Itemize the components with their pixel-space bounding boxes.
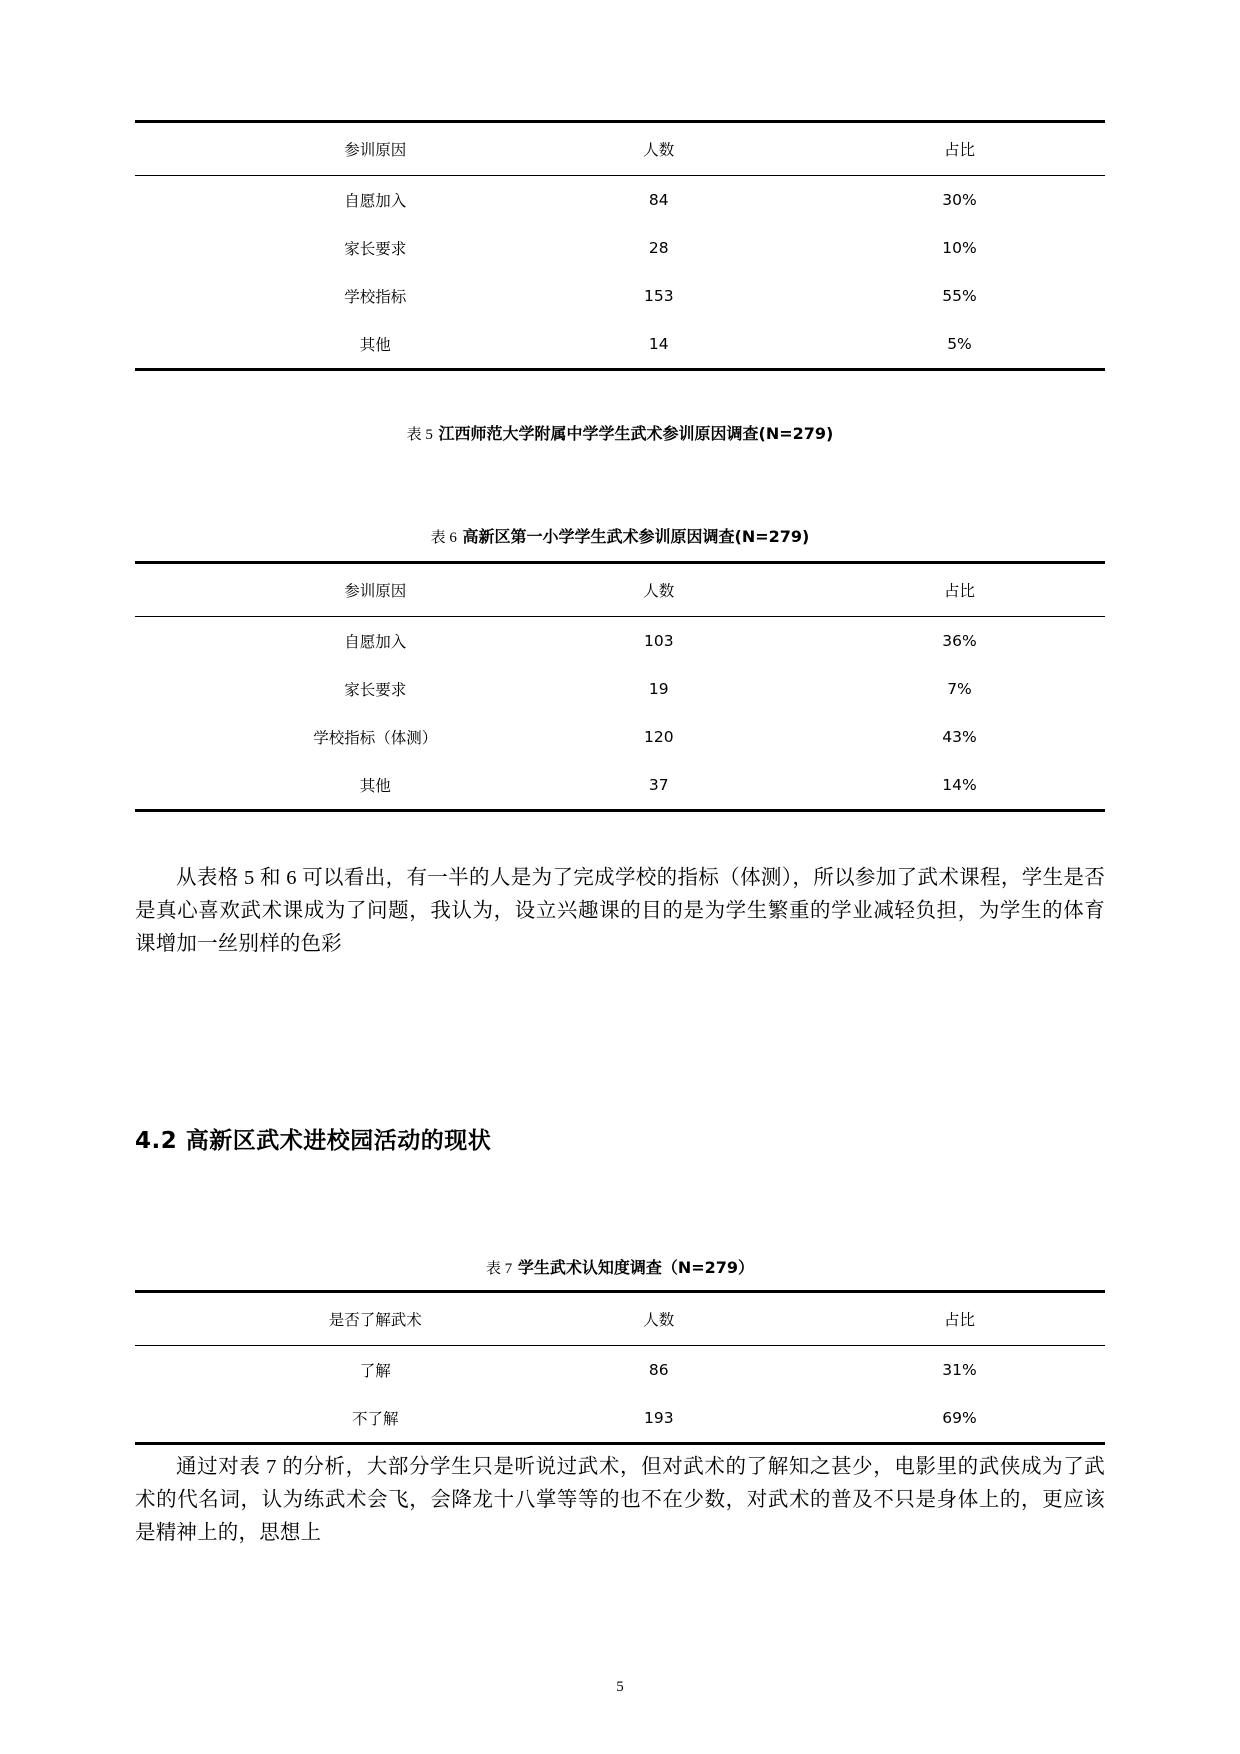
column-header-count: 人数 xyxy=(643,582,675,600)
cell-count: 37 xyxy=(648,776,669,794)
column-header-reason: 参训原因 xyxy=(344,141,407,159)
table-row xyxy=(135,224,1105,272)
cell-reason: 自愿加入 xyxy=(344,633,407,651)
cell-percent: 36% xyxy=(942,632,977,650)
cell-reason: 家长要求 xyxy=(344,681,407,699)
cell-reason: 其他 xyxy=(359,336,391,354)
table-5-caption xyxy=(135,421,1105,444)
table-6-caption-text: 高新区第一小学学生武术参训原因调查(N=279) xyxy=(462,527,810,546)
table-7-caption-text: 学生武术认知度调查（N=279） xyxy=(517,1257,755,1277)
table-row xyxy=(135,272,1105,320)
paragraph-tables-analysis: 从表格 5 和 6 可以看出，有一半的人是为了完成学校的指标（体测），所以参加了武术课程，学生是否是真心喜欢武术课成为了问题，我认为，设立兴趣课的目的是为学生繁重的学业减轻负担，为学生的体育课增加一丝别样的色彩 xyxy=(135,867,1105,956)
cell-count: 86 xyxy=(648,1360,669,1379)
cell-percent: 31% xyxy=(942,1360,977,1379)
table-row xyxy=(135,1345,1105,1394)
cell-percent: 69% xyxy=(942,1408,977,1427)
table-row xyxy=(135,320,1105,370)
table-7-caption-prefix: 表 7 xyxy=(485,1260,513,1277)
table-5-caption-prefix: 表 5 xyxy=(406,427,433,443)
table-row xyxy=(135,176,1105,225)
column-header-count: 人数 xyxy=(643,141,675,159)
cell-percent: 14% xyxy=(942,776,977,794)
table-row xyxy=(135,665,1105,713)
section-heading-4-2: 4.2 高新区武术进校园活动的现状 xyxy=(135,1127,492,1154)
cell-reason: 家长要求 xyxy=(344,240,407,258)
cell-count: 120 xyxy=(643,728,674,746)
column-header-awareness: 是否了解武术 xyxy=(328,1310,422,1329)
cell-awareness: 不了解 xyxy=(352,1409,399,1428)
cell-reason: 学校指标（体测） xyxy=(313,729,438,747)
table-header-row xyxy=(135,563,1105,617)
cell-reason: 学校指标 xyxy=(344,288,407,306)
column-header-percent: 占比 xyxy=(943,1310,975,1329)
cell-count: 28 xyxy=(648,239,669,257)
cell-percent: 43% xyxy=(942,728,977,746)
cell-count: 103 xyxy=(643,632,674,650)
cell-percent: 5% xyxy=(947,335,972,353)
table-7-caption xyxy=(135,1255,1105,1278)
table-6-caption xyxy=(135,524,1105,547)
cell-awareness: 了解 xyxy=(359,1361,391,1380)
table-5-caption-text: 江西师范大学附属中学学生武术参训原因调查(N=279) xyxy=(438,424,834,443)
table-row xyxy=(135,761,1105,811)
table-row xyxy=(135,1394,1105,1444)
cell-percent: 55% xyxy=(942,287,977,305)
cell-count: 193 xyxy=(643,1408,674,1427)
cell-percent: 30% xyxy=(942,191,977,209)
cell-percent: 10% xyxy=(942,239,977,257)
table-7 xyxy=(135,1290,1105,1445)
column-header-count: 人数 xyxy=(643,1310,675,1329)
table-6 xyxy=(135,561,1105,812)
table-row xyxy=(135,713,1105,761)
cell-count: 153 xyxy=(643,287,674,305)
cell-reason: 其他 xyxy=(359,777,391,795)
table-6-caption-prefix: 表 6 xyxy=(430,530,457,546)
table-header-row xyxy=(135,122,1105,176)
cell-reason: 自愿加入 xyxy=(344,192,407,210)
cell-count: 14 xyxy=(648,335,669,353)
cell-percent: 7% xyxy=(947,680,972,698)
column-header-reason: 参训原因 xyxy=(344,582,407,600)
column-header-percent: 占比 xyxy=(943,582,975,600)
paragraph-awareness-analysis: 通过对表 7 的分析，大部分学生只是听说过武术，但对武术的了解知之甚少，电影里的武侠成为了武术的代名词，认为练武术会飞，会降龙十八掌等等的也不在少数，对武术的普及不只是身体上的，更应该是精神上的，思想上 xyxy=(135,1455,1105,1545)
cell-count: 84 xyxy=(648,191,669,209)
column-header-percent: 占比 xyxy=(943,141,975,159)
table-5 xyxy=(135,120,1105,371)
table-row xyxy=(135,617,1105,666)
table-header-row xyxy=(135,1291,1105,1345)
page-number: 5 xyxy=(616,1679,624,1695)
cell-count: 19 xyxy=(648,680,669,698)
